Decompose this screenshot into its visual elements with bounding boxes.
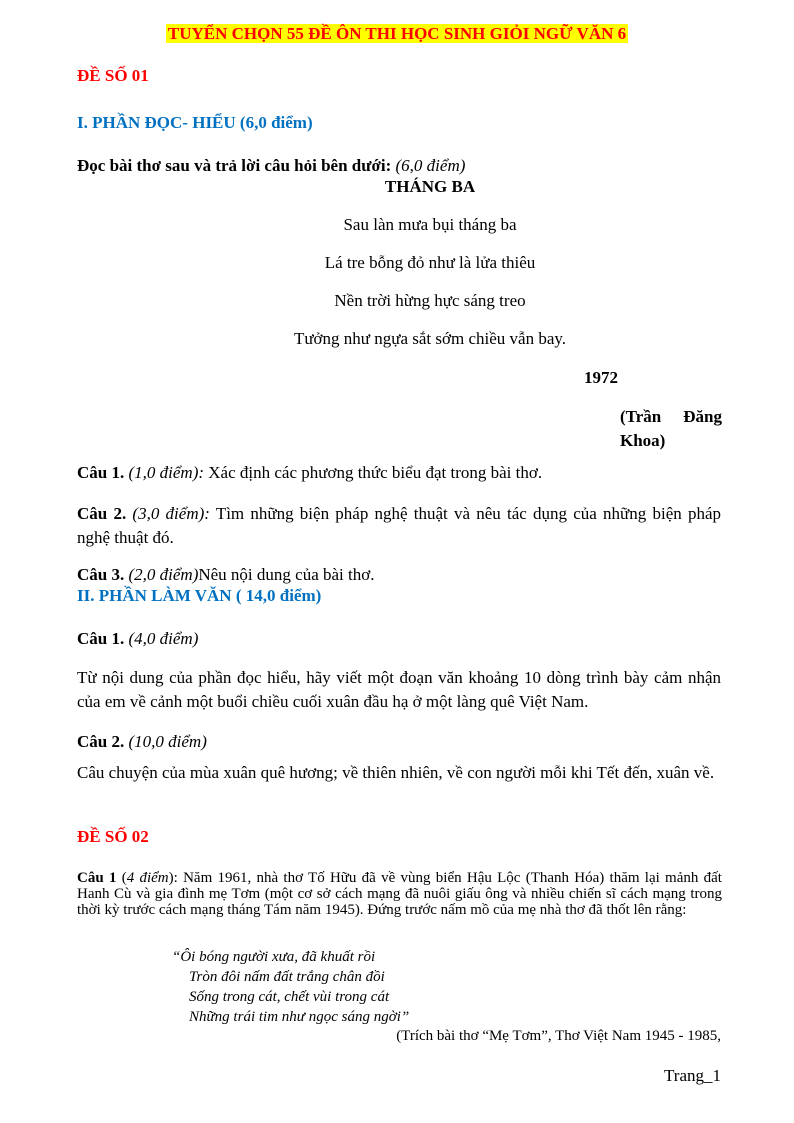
quoted-poem-line: Sống trong cát, chết vùi trong cát xyxy=(189,989,390,1005)
quoted-poem-line: Những trái tim như ngọc sáng ngời” xyxy=(189,1009,410,1025)
reading-question-1: Câu 1. (1,0 điểm): Xác định các phương thức biểu đạt trong bài thơ. xyxy=(77,463,543,482)
poem-line: Sau làn mưa bụi tháng ba xyxy=(343,215,517,234)
reading-instruction: Đọc bài thơ sau và trả lời câu hỏi bên dưới: (6,0 điểm) xyxy=(77,156,466,175)
poem-title: THÁNG BA xyxy=(384,177,476,196)
poem-line: Tưởng như ngựa sắt sớm chiều vẫn bay. xyxy=(293,329,567,348)
exam-2-heading: ĐỀ SỐ 02 xyxy=(77,827,149,846)
reading-part-heading: I. PHẦN ĐỌC- HIỂU (6,0 điểm) xyxy=(77,113,313,132)
quoted-poem-line: “Ôi bóng người xưa, đã khuất rồi xyxy=(172,949,376,965)
exam-2-question-1: Câu 1 (4 điểm): Năm 1961, nhà thơ Tố Hữu đã về vùng biển Hậu Lộc (Thanh Hóa) thăm lại mảnh đất Hanh Cù và gia đình mẹ Tơm (một cơ sở cách mạng đã nuôi giấu ông và nhiều chiến sĩ cách mạng trong thời kỳ trước cách mạng tháng Tám năm 1945). Đứng trước nấm mồ của mẹ nhà thơ đã thốt lên rằng: xyxy=(77,870,722,918)
poem-citation: (Trích bài thơ “Mẹ Tơm”, Thơ Việt Nam 1945 - 1985, xyxy=(396,1028,721,1044)
poem-line: Nền trời hừng hực sáng treo xyxy=(334,291,526,310)
writing-question-1-text: Từ nội dung của phần đọc hiểu, hãy viết một đoạn văn khoảng 10 dòng trình bày cảm nhận của em về cảnh một buổi chiều cuối xuân đầu hạ ở một làng quê Việt Nam. xyxy=(77,668,721,711)
quoted-poem-line: Tròn đôi nấm đất trắng chân đồi xyxy=(189,969,385,985)
reading-question-2: Câu 2. (3,0 điểm): Tìm những biện pháp nghệ thuật và nêu tác dụng của những biện pháp nghệ thuật đó. xyxy=(77,504,722,547)
writing-question-2-text: Câu chuyện của mùa xuân quê hương; về thiên nhiên, về con người mỗi khi Tết đến, xuân về. xyxy=(77,763,715,782)
poem-line: Lá tre bỗng đỏ như là lửa thiêu xyxy=(324,253,536,272)
poem-author: (Trần Đăng Khoa) xyxy=(620,407,722,450)
writing-question-2-label: Câu 2. (10,0 điểm) xyxy=(77,732,207,751)
writing-part-heading: II. PHẦN LÀM VĂN ( 14,0 điểm) xyxy=(77,586,322,605)
exam-1-heading: ĐỀ SỐ 01 xyxy=(77,66,149,85)
document-title: TUYỂN CHỌN 55 ĐỀ ÔN THI HỌC SINH GIỎI NGỮ VĂN 6 xyxy=(167,24,627,43)
page-number: Trang_1 xyxy=(664,1066,721,1085)
poem-year: 1972 xyxy=(584,368,618,387)
writing-question-1-label: Câu 1. (4,0 điểm) xyxy=(77,629,199,648)
reading-question-3: Câu 3. (2,0 điểm)Nêu nội dung của bài thơ. xyxy=(77,565,375,584)
